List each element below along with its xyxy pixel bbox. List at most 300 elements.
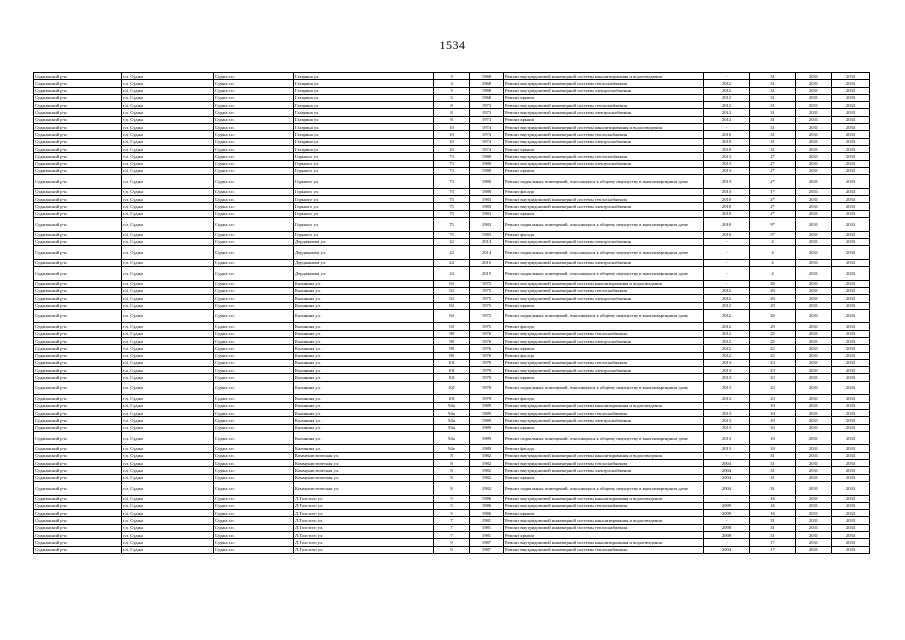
work-type-cell: Ремонт внутридомовой инженерной системы теплоснабжения bbox=[504, 131, 704, 138]
locality-cell: Суджа г.п. bbox=[214, 295, 294, 302]
work-type-cell: Ремонт крыши bbox=[504, 474, 704, 481]
last-repair-cell: 2012 bbox=[704, 109, 750, 116]
plan-start-cell: 2031 bbox=[796, 517, 832, 524]
locality-cell: Суджа г.п. bbox=[214, 539, 294, 546]
wear-cell: 10 bbox=[750, 431, 796, 445]
house-cell: 7 bbox=[434, 524, 470, 531]
table-row bbox=[34, 153, 870, 160]
year-built-cell: 1968 bbox=[470, 73, 504, 80]
house-cell: 94 bbox=[434, 323, 470, 330]
work-type-cell: Ремонт внутридомовой инженерной системы теплоснабжения bbox=[504, 287, 704, 294]
table-row bbox=[34, 374, 870, 381]
table-row bbox=[34, 102, 870, 109]
work-type-cell: Ремонт подвальных помещений, относящихся к общему имуществу в многоквартирном доме bbox=[504, 309, 704, 323]
locality-cell: Суджа г.п. bbox=[214, 280, 294, 287]
locality-cell: Суджа г.п. bbox=[214, 231, 294, 238]
wear-cell: 25 bbox=[750, 352, 796, 359]
locality-cell: Суджа г.п. bbox=[214, 452, 294, 459]
house-cell: 5 bbox=[434, 510, 470, 517]
district-cell: Суджанский р-н bbox=[34, 267, 122, 281]
work-type-cell: Ремонт внутридомовой инженерной системы теплоснабжения bbox=[504, 524, 704, 531]
plan-start-cell: 2031 bbox=[796, 323, 832, 330]
plan-end-cell: 2033 bbox=[832, 309, 870, 323]
year-built-cell: 1980 bbox=[470, 175, 504, 189]
street-cell: Калинина ул. bbox=[294, 424, 434, 431]
locality-cell: Суджа г.п. bbox=[214, 153, 294, 160]
settlement-cell: г.п. Суджа bbox=[122, 510, 214, 517]
table-row bbox=[34, 302, 870, 309]
last-repair-cell: 2012 bbox=[704, 102, 750, 109]
locality-cell: Суджа г.п. bbox=[214, 345, 294, 352]
plan-end-cell: 2033 bbox=[832, 167, 870, 174]
wear-cell: 31 bbox=[750, 145, 796, 152]
table-row bbox=[34, 481, 870, 495]
house-cell: 101 bbox=[434, 367, 470, 374]
year-built-cell: 1976 bbox=[470, 352, 504, 359]
house-cell: 8 bbox=[434, 452, 470, 459]
wear-cell: 10 bbox=[750, 417, 796, 424]
street-cell: Коммунистическая ул. bbox=[294, 481, 434, 495]
district-cell: Суджанский р-н bbox=[34, 280, 122, 287]
wear-cell: 31 bbox=[750, 73, 796, 80]
year-built-cell: 1979 bbox=[470, 374, 504, 381]
table-row bbox=[34, 495, 870, 502]
street-cell: Коммунистическая ул. bbox=[294, 467, 434, 474]
plan-start-cell: 2031 bbox=[796, 474, 832, 481]
street-cell: Калинина ул. bbox=[294, 374, 434, 381]
year-built-cell: 1979 bbox=[470, 395, 504, 402]
plan-end-cell: 2033 bbox=[832, 524, 870, 531]
settlement-cell: г.п. Суджа bbox=[122, 467, 214, 474]
house-cell: 101 bbox=[434, 395, 470, 402]
wear-cell: 25 bbox=[750, 330, 796, 337]
work-type-cell: Ремонт крыши bbox=[504, 302, 704, 309]
wear-cell: 31 bbox=[750, 532, 796, 539]
table-row bbox=[34, 323, 870, 330]
house-cell: 73 bbox=[434, 188, 470, 195]
last-repair-cell: 2010 bbox=[704, 131, 750, 138]
street-cell: Горького ул. bbox=[294, 153, 434, 160]
plan-start-cell: 2031 bbox=[796, 210, 832, 217]
plan-end-cell: 2033 bbox=[832, 203, 870, 210]
settlement-cell: г.п. Суджа bbox=[122, 502, 214, 509]
house-cell: 94а bbox=[434, 402, 470, 409]
street-cell: Коммунистическая ул. bbox=[294, 474, 434, 481]
locality-cell: Суджа г.п. bbox=[214, 145, 294, 152]
table-row bbox=[34, 474, 870, 481]
work-type-cell: Ремонт крыши bbox=[504, 345, 704, 352]
locality-cell: Суджа г.п. bbox=[214, 73, 294, 80]
year-built-cell: 1983 bbox=[470, 231, 504, 238]
district-cell: Суджанский р-н bbox=[34, 167, 122, 174]
plan-end-cell: 2033 bbox=[832, 460, 870, 467]
plan-end-cell: 2033 bbox=[832, 238, 870, 245]
district-cell: Суджанский р-н bbox=[34, 532, 122, 539]
locality-cell: Суджа г.п. bbox=[214, 330, 294, 337]
wear-cell: 23 bbox=[750, 395, 796, 402]
year-built-cell: 1976 bbox=[470, 337, 504, 344]
last-repair-cell: 2013 bbox=[704, 431, 750, 445]
year-built-cell: 1987 bbox=[470, 539, 504, 546]
last-repair-cell: 2013 bbox=[704, 417, 750, 424]
plan-start-cell: 2031 bbox=[796, 467, 832, 474]
plan-end-cell: 2033 bbox=[832, 267, 870, 281]
work-type-cell: Ремонт крыши bbox=[504, 210, 704, 217]
year-built-cell: 1989 bbox=[470, 417, 504, 424]
house-cell: 98 bbox=[434, 352, 470, 359]
last-repair-cell: - bbox=[704, 280, 750, 287]
year-built-cell: 1976 bbox=[470, 345, 504, 352]
table-row bbox=[34, 452, 870, 459]
wear-cell: 31 bbox=[750, 467, 796, 474]
table-row bbox=[34, 160, 870, 167]
table-row bbox=[34, 546, 870, 553]
plan-start-cell: 2031 bbox=[796, 124, 832, 131]
table-row bbox=[34, 532, 870, 539]
settlement-cell: г.п. Суджа bbox=[122, 330, 214, 337]
district-cell: Суджанский р-н bbox=[34, 116, 122, 123]
street-cell: Коммунистическая ул. bbox=[294, 452, 434, 459]
plan-start-cell: 2031 bbox=[796, 287, 832, 294]
work-type-cell: Ремонт внутридомовой инженерной системы теплоснабжения bbox=[504, 409, 704, 416]
plan-end-cell: 2033 bbox=[832, 474, 870, 481]
plan-start-cell: 2031 bbox=[796, 109, 832, 116]
work-type-cell: Ремонт крыши bbox=[504, 510, 704, 517]
wear-cell: 2* bbox=[750, 160, 796, 167]
last-repair-cell: 2013 bbox=[704, 359, 750, 366]
plan-end-cell: 2033 bbox=[832, 302, 870, 309]
settlement-cell: г.п. Суджа bbox=[122, 167, 214, 174]
plan-end-cell: 2033 bbox=[832, 116, 870, 123]
settlement-cell: г.п. Суджа bbox=[122, 323, 214, 330]
district-cell: Суджанский р-н bbox=[34, 337, 122, 344]
table-row bbox=[34, 280, 870, 287]
plan-start-cell: 2031 bbox=[796, 295, 832, 302]
wear-cell: 4 bbox=[750, 246, 796, 260]
plan-end-cell: 2033 bbox=[832, 546, 870, 553]
locality-cell: Суджа г.п. bbox=[214, 337, 294, 344]
wear-cell: 31 bbox=[750, 124, 796, 131]
table-row bbox=[34, 467, 870, 474]
house-cell: 94 bbox=[434, 295, 470, 302]
locality-cell: Суджа г.п. bbox=[214, 217, 294, 231]
last-repair-cell: 2012 bbox=[704, 295, 750, 302]
settlement-cell: г.п. Суджа bbox=[122, 359, 214, 366]
locality-cell: Суджа г.п. bbox=[214, 287, 294, 294]
district-cell: Суджанский р-н bbox=[34, 510, 122, 517]
last-repair-cell: 2012 bbox=[704, 80, 750, 87]
work-type-cell: Ремонт внутридомовой инженерной системы канализирования и водоотведения bbox=[504, 539, 704, 546]
year-built-cell: 1989 bbox=[470, 409, 504, 416]
locality-cell: Суджа г.п. bbox=[214, 138, 294, 145]
district-cell: Суджанский р-н bbox=[34, 367, 122, 374]
settlement-cell: г.п. Суджа bbox=[122, 188, 214, 195]
settlement-cell: г.п. Суджа bbox=[122, 409, 214, 416]
table-row bbox=[34, 175, 870, 189]
year-built-cell: 1989 bbox=[470, 424, 504, 431]
settlement-cell: г.п. Суджа bbox=[122, 116, 214, 123]
settlement-cell: г.п. Суджа bbox=[122, 345, 214, 352]
street-cell: Горького ул. bbox=[294, 210, 434, 217]
last-repair-cell: 2013 bbox=[704, 445, 750, 452]
work-type-cell: Ремонт внутридомовой инженерной системы электроснабжения bbox=[504, 87, 704, 94]
locality-cell: Суджа г.п. bbox=[214, 359, 294, 366]
work-type-cell: Ремонт фасада bbox=[504, 323, 704, 330]
plan-start-cell: 2031 bbox=[796, 280, 832, 287]
plan-end-cell: 2033 bbox=[832, 94, 870, 101]
district-cell: Суджанский р-н bbox=[34, 94, 122, 101]
district-cell: Суджанский р-н bbox=[34, 145, 122, 152]
year-built-cell: 1968 bbox=[470, 94, 504, 101]
table-row bbox=[34, 510, 870, 517]
plan-start-cell: 2031 bbox=[796, 238, 832, 245]
street-cell: Горького ул. bbox=[294, 175, 434, 189]
locality-cell: Суджа г.п. bbox=[214, 546, 294, 553]
plan-start-cell: 2031 bbox=[796, 217, 832, 231]
locality-cell: Суджа г.п. bbox=[214, 517, 294, 524]
work-type-cell: Ремонт крыши bbox=[504, 145, 704, 152]
work-type-cell: Ремонт внутридомовой инженерной системы электроснабжения bbox=[504, 367, 704, 374]
street-cell: Горького ул. bbox=[294, 231, 434, 238]
street-cell: Гагарина ул. bbox=[294, 124, 434, 131]
plan-end-cell: 2033 bbox=[832, 445, 870, 452]
house-cell: 3 bbox=[434, 94, 470, 101]
year-built-cell: 1974 bbox=[470, 131, 504, 138]
work-type-cell: Ремонт внутридомовой инженерной системы теплоснабжения bbox=[504, 546, 704, 553]
year-built-cell: 1973 bbox=[470, 109, 504, 116]
street-cell: Дерджинова ул. bbox=[294, 259, 434, 266]
wear-cell: 2* bbox=[750, 196, 796, 203]
work-type-cell: Ремонт фасада bbox=[504, 188, 704, 195]
last-repair-cell: - bbox=[704, 73, 750, 80]
locality-cell: Суджа г.п. bbox=[214, 203, 294, 210]
work-type-cell: Ремонт подвальных помещений, относящихся к общему имуществу в многоквартирном доме bbox=[504, 381, 704, 395]
street-cell: Калинина ул. bbox=[294, 345, 434, 352]
plan-end-cell: 2033 bbox=[832, 431, 870, 445]
settlement-cell: г.п. Суджа bbox=[122, 452, 214, 459]
plan-end-cell: 2033 bbox=[832, 417, 870, 424]
street-cell: Горького ул. bbox=[294, 196, 434, 203]
year-built-cell: 1980 bbox=[470, 160, 504, 167]
street-cell: Гагарина ул. bbox=[294, 131, 434, 138]
settlement-cell: г.п. Суджа bbox=[122, 102, 214, 109]
wear-cell: 25 bbox=[750, 345, 796, 352]
house-cell: 94 bbox=[434, 287, 470, 294]
work-type-cell: Ремонт внутридомовой инженерной системы электроснабжения bbox=[504, 295, 704, 302]
table-row bbox=[34, 196, 870, 203]
district-cell: Суджанский р-н bbox=[34, 524, 122, 531]
table-row bbox=[34, 460, 870, 467]
district-cell: Суджанский р-н bbox=[34, 431, 122, 445]
house-cell: 7 bbox=[434, 517, 470, 524]
last-repair-cell: 2010 bbox=[704, 196, 750, 203]
table-row bbox=[34, 80, 870, 87]
last-repair-cell: 2013 bbox=[704, 381, 750, 395]
year-built-cell: 1983 bbox=[470, 210, 504, 217]
plan-start-cell: 2031 bbox=[796, 259, 832, 266]
settlement-cell: г.п. Суджа bbox=[122, 295, 214, 302]
year-built-cell: 2015 bbox=[470, 259, 504, 266]
year-built-cell: 1975 bbox=[470, 309, 504, 323]
plan-end-cell: 2033 bbox=[832, 175, 870, 189]
last-repair-cell: 2009 bbox=[704, 502, 750, 509]
year-built-cell: 1973 bbox=[470, 116, 504, 123]
plan-start-cell: 2031 bbox=[796, 374, 832, 381]
work-type-cell: Ремонт подвальных помещений, относящихся к общему имуществу в многоквартирном доме bbox=[504, 175, 704, 189]
street-cell: Калинина ул. bbox=[294, 409, 434, 416]
settlement-cell: г.п. Суджа bbox=[122, 94, 214, 101]
wear-cell: 2* bbox=[750, 210, 796, 217]
street-cell: Горького ул. bbox=[294, 160, 434, 167]
last-repair-cell: 2013 bbox=[704, 167, 750, 174]
plan-start-cell: 2031 bbox=[796, 539, 832, 546]
wear-cell: 2* bbox=[750, 175, 796, 189]
wear-cell: 31 bbox=[750, 131, 796, 138]
settlement-cell: г.п. Суджа bbox=[122, 402, 214, 409]
last-repair-cell: 2013 bbox=[704, 374, 750, 381]
wear-cell: 10 bbox=[750, 445, 796, 452]
last-repair-cell: 2013 bbox=[704, 160, 750, 167]
last-repair-cell: 2013 bbox=[704, 188, 750, 195]
district-cell: Суджанский р-н bbox=[34, 481, 122, 495]
table-row bbox=[34, 116, 870, 123]
settlement-cell: г.п. Суджа bbox=[122, 395, 214, 402]
street-cell: Гагарина ул. bbox=[294, 94, 434, 101]
table-row bbox=[34, 395, 870, 402]
street-cell: Гагарина ул. bbox=[294, 116, 434, 123]
plan-end-cell: 2033 bbox=[832, 330, 870, 337]
settlement-cell: г.п. Суджа bbox=[122, 109, 214, 116]
plan-start-cell: 2031 bbox=[796, 153, 832, 160]
year-built-cell: 1980 bbox=[470, 167, 504, 174]
locality-cell: Суджа г.п. bbox=[214, 131, 294, 138]
wear-cell: 16 bbox=[750, 510, 796, 517]
year-built-cell: 1975 bbox=[470, 295, 504, 302]
wear-cell: 17 bbox=[750, 546, 796, 553]
wear-cell: 29 bbox=[750, 287, 796, 294]
table-row bbox=[34, 367, 870, 374]
work-type-cell: Ремонт крыши bbox=[504, 167, 704, 174]
year-built-cell: 2014 bbox=[470, 238, 504, 245]
district-cell: Суджанский р-н bbox=[34, 102, 122, 109]
district-cell: Суджанский р-н bbox=[34, 460, 122, 467]
plan-end-cell: 2033 bbox=[832, 109, 870, 116]
house-cell: 24 bbox=[434, 259, 470, 266]
street-cell: Калинина ул. bbox=[294, 352, 434, 359]
plan-end-cell: 2033 bbox=[832, 246, 870, 260]
plan-end-cell: 2033 bbox=[832, 467, 870, 474]
plan-start-cell: 2031 bbox=[796, 302, 832, 309]
plan-start-cell: 2031 bbox=[796, 203, 832, 210]
wear-cell: 29 bbox=[750, 323, 796, 330]
settlement-cell: г.п. Суджа bbox=[122, 160, 214, 167]
street-cell: Калинина ул. bbox=[294, 367, 434, 374]
last-repair-cell: 2013 bbox=[704, 175, 750, 189]
wear-cell: 29 bbox=[750, 280, 796, 287]
last-repair-cell: 2013 bbox=[704, 367, 750, 374]
house-cell: 8 bbox=[434, 102, 470, 109]
wear-cell: 25 bbox=[750, 337, 796, 344]
table-row bbox=[34, 539, 870, 546]
last-repair-cell: 2008 bbox=[704, 524, 750, 531]
year-built-cell: 1982 bbox=[470, 460, 504, 467]
locality-cell: Суджа г.п. bbox=[214, 532, 294, 539]
settlement-cell: г.п. Суджа bbox=[122, 381, 214, 395]
last-repair-cell: 2012 bbox=[704, 309, 750, 323]
plan-start-cell: 2031 bbox=[796, 87, 832, 94]
plan-start-cell: 2031 bbox=[796, 345, 832, 352]
settlement-cell: г.п. Суджа bbox=[122, 517, 214, 524]
house-cell: 98 bbox=[434, 345, 470, 352]
street-cell: Калинина ул. bbox=[294, 295, 434, 302]
street-cell: Калинина ул. bbox=[294, 330, 434, 337]
work-type-cell: Ремонт фасада bbox=[504, 231, 704, 238]
table-row bbox=[34, 409, 870, 416]
district-cell: Суджанский р-н bbox=[34, 352, 122, 359]
district-cell: Суджанский р-н bbox=[34, 238, 122, 245]
plan-end-cell: 2033 bbox=[832, 210, 870, 217]
street-cell: Дерджинова ул. bbox=[294, 238, 434, 245]
house-cell: 75 bbox=[434, 231, 470, 238]
district-cell: Суджанский р-н bbox=[34, 409, 122, 416]
year-built-cell: 1976 bbox=[470, 330, 504, 337]
work-type-cell: Ремонт крыши bbox=[504, 94, 704, 101]
plan-start-cell: 2031 bbox=[796, 160, 832, 167]
locality-cell: Суджа г.п. bbox=[214, 116, 294, 123]
wear-cell: 31 bbox=[750, 481, 796, 495]
district-cell: Суджанский р-н bbox=[34, 295, 122, 302]
work-type-cell: Ремонт внутридомовой инженерной системы электроснабжения bbox=[504, 337, 704, 344]
wear-cell: 29 bbox=[750, 295, 796, 302]
last-repair-cell: - bbox=[704, 238, 750, 245]
work-type-cell: Ремонт внутридомовой инженерной системы канализирования и водоотведения bbox=[504, 124, 704, 131]
plan-start-cell: 2031 bbox=[796, 460, 832, 467]
plan-start-cell: 2031 bbox=[796, 402, 832, 409]
plan-end-cell: 2033 bbox=[832, 381, 870, 395]
locality-cell: Суджа г.п. bbox=[214, 267, 294, 281]
wear-cell: 2* bbox=[750, 153, 796, 160]
plan-end-cell: 2033 bbox=[832, 217, 870, 231]
plan-end-cell: 2033 bbox=[832, 352, 870, 359]
table-row bbox=[34, 345, 870, 352]
settlement-cell: г.п. Суджа bbox=[122, 131, 214, 138]
work-type-cell: Ремонт крыши bbox=[504, 116, 704, 123]
year-built-cell: 1982 bbox=[470, 481, 504, 495]
plan-start-cell: 2031 bbox=[796, 138, 832, 145]
plan-end-cell: 2033 bbox=[832, 502, 870, 509]
table-row bbox=[34, 145, 870, 152]
year-built-cell: 1975 bbox=[470, 323, 504, 330]
house-cell: 7 bbox=[434, 532, 470, 539]
house-cell: 73 bbox=[434, 167, 470, 174]
work-type-cell: Ремонт внутридомовой инженерной системы электроснабжения bbox=[504, 259, 704, 266]
year-built-cell: 2014 bbox=[470, 246, 504, 260]
house-cell: 5 bbox=[434, 495, 470, 502]
plan-start-cell: 2031 bbox=[796, 102, 832, 109]
settlement-cell: г.п. Суджа bbox=[122, 367, 214, 374]
plan-start-cell: 2031 bbox=[796, 352, 832, 359]
year-built-cell: 1982 bbox=[470, 474, 504, 481]
table-row bbox=[34, 203, 870, 210]
settlement-cell: г.п. Суджа bbox=[122, 138, 214, 145]
last-repair-cell: 2013 bbox=[704, 395, 750, 402]
work-type-cell: Ремонт внутридомовой инженерной системы канализирования и водоотведения bbox=[504, 517, 704, 524]
house-cell: 75 bbox=[434, 203, 470, 210]
house-cell: 3 bbox=[434, 87, 470, 94]
settlement-cell: г.п. Суджа bbox=[122, 259, 214, 266]
district-cell: Суджанский р-н bbox=[34, 381, 122, 395]
wear-cell: 17 bbox=[750, 539, 796, 546]
